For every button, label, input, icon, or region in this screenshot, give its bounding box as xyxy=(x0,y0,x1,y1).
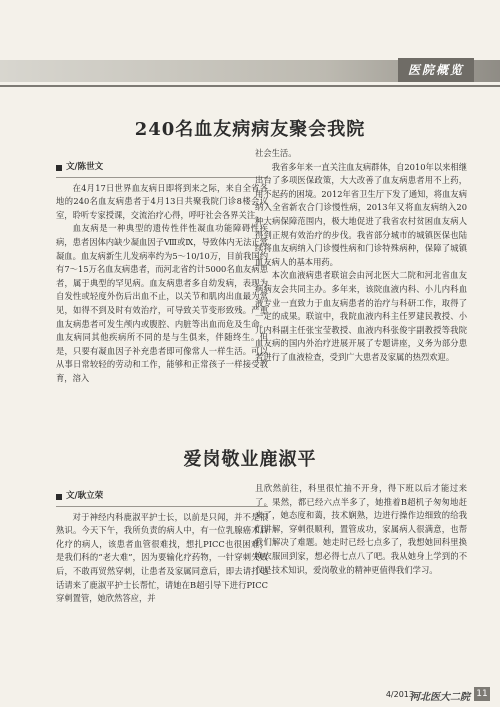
page-number: 11 xyxy=(474,687,490,701)
article-1-author: 文/陈世文 xyxy=(66,162,104,172)
header-rule xyxy=(0,85,500,87)
article-1-paragraph: 在4月17日世界血友病日即将到来之际，来自全省各地的240名血友病患者于4月13日共聚我院门诊8楼会议室，聆听专家授课，交流治疗心得，呼吁社会各界关注。 xyxy=(56,182,268,220)
byline-rule xyxy=(56,177,268,178)
article-2-title: 爱岗敬业鹿淑平 xyxy=(183,449,317,470)
article-1-paragraph: 本次血液病患者联谊会由河北医大二院和河北省血友病病友会共同主办。多年来，该院血液内科、小儿内科血液专业一直致力于血友病患者的治疗与科研工作，取得了一定的成果。联谊中，我院血液内科主任罗建民教授、小儿内科副主任张宝莹教授、血液内科张俊宇副教授等我院血友病的国内外治疗进展开展了专题讲座，义务为部分患者进行了血液检查，受到广大患者及家属的热烈欢迎。 xyxy=(255,270,467,362)
article-1-title: 240名血友病病友聚会我院 xyxy=(134,119,366,140)
page-footer xyxy=(0,686,500,706)
article-2-paragraph: 且欣然前往，科里很忙抽不开身，得下班以后才能过来了。果然，都已经六点半多了，她推着B超机子匆匆地赶来了，她态度和蔼，技术娴熟，边进行操作边细致的给我们讲解，穿刺很顺利，置管成功，家属病人很满意，也帮我们解决了难题。她走时已经七点多了，我想她回科里换换衣服回到家，想必得七点八了吧。我从她身上学到的不仅是技术知识，爱岗敬业的精神更值得我们学习。 xyxy=(255,483,467,575)
journal-name: 河北医大二院 xyxy=(410,692,470,703)
byline-square-icon xyxy=(56,494,62,500)
article-1-byline xyxy=(56,161,268,175)
article-2-paragraph: 对于神经内科鹿淑平护士长，以前是只闻，并不是很熟识。今天下午，我所负责的病人中，有一位乳腺癌术后化疗的病人，该患者血管很难找，想扎PICC也很困难，是我们科的“老大难”，因为要输化疗药物，一针穿刺失败后，不敢再贸然穿刺，让患者及家属同意后，即去请打电话请来了鹿淑平护士长帮忙，请她在B超引导下进行PICC穿刺置管，她欣然答应，并 xyxy=(56,511,268,604)
byline-square-icon xyxy=(56,165,62,171)
article-2-author: 文/耿立荣 xyxy=(66,491,104,501)
article-1-paragraph: 社会生活。 xyxy=(255,148,297,158)
article-2-left-column xyxy=(56,490,268,650)
article-2-byline xyxy=(56,490,268,504)
article-1-paragraph: 我省多年来一直关注血友病群体，自2010年以来相继出台了多项医保政策，大大改善了血友病患者用不上药，用不起药的困境。2012年省卫生厅下发了通知，将血友病纳入全省新农合门诊慢性病，2013年又将血友病纳入20种大病保障范围内，极大地促进了我省农村贫困血友病人得到正规有效治疗的步伐。我省部分城市的城镇医保也陆续将血友病纳入门诊慢性病和门诊特殊病种，保障了城镇血友病人的基本用药。 xyxy=(255,161,467,267)
byline-rule xyxy=(56,506,268,507)
issue-number: 4/2013 xyxy=(385,690,414,699)
article-1-left-column xyxy=(56,161,268,426)
article-1-paragraph: 血友病是一种典型的遗传性伴性凝血功能障碍性疾病，患者因体内缺少凝血因子Ⅷ或Ⅸ，导致体内无法正常凝血。血友病新生儿发病率约为5～10/10万，目前我国约有7～15万名血友病患者，而河北省约计5000名血友病患者，属于典型的罕见病。血友病患者多自幼发病，表现为自发性或轻度外伤后出血不止，以关节和肌肉出血最为常见，如得不到及时有效治疗，可导致关节变形致残。严重血友病患者可发生颅内或腹腔、内脏等出血而危及生命。血友病同其他疾病所不同的是与生俱来，伴随终生。但是，只要有凝血因子补充患者即可像常人一样生活。可以从事日常较轻的劳动和工作，能够和正常孩子一样接受教育，溶入 xyxy=(56,223,268,383)
article-2-right-column xyxy=(255,482,467,607)
section-tag: 医院概览 xyxy=(398,58,474,82)
article-1-right-column xyxy=(255,147,467,422)
